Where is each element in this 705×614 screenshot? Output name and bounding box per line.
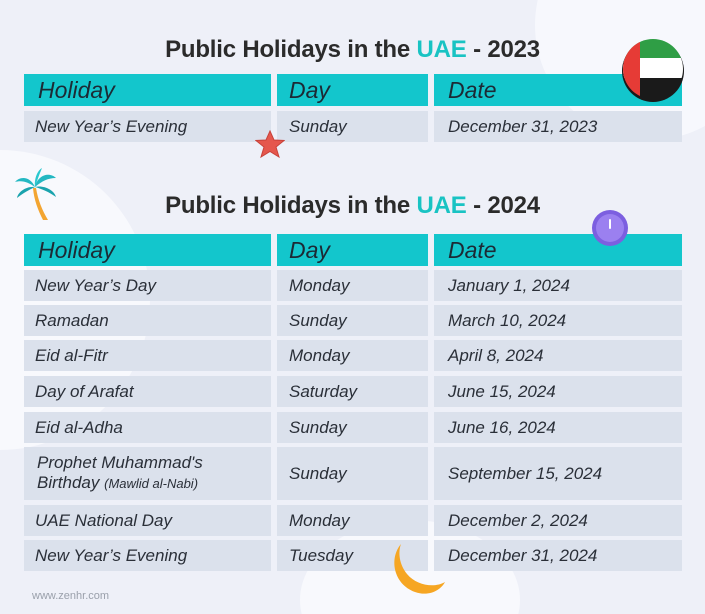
holiday-day: Tuesday	[277, 540, 428, 571]
holiday-day: Sunday	[277, 447, 428, 500]
title-2023	[0, 36, 705, 64]
title-prefix: Public Holidays in the	[165, 192, 411, 219]
header-day: Day	[277, 74, 428, 106]
holiday-name: New Year’s Day	[24, 270, 271, 301]
palm-tree-icon	[12, 166, 60, 222]
uae-flag-icon	[620, 36, 686, 102]
table-header-2023	[24, 74, 682, 106]
table-row	[24, 412, 682, 443]
clock-icon	[590, 208, 630, 248]
holiday-name: Eid al-Fitr	[24, 340, 271, 371]
table-row	[24, 270, 682, 301]
holiday-day: Saturday	[277, 376, 428, 407]
holiday-day: Monday	[277, 340, 428, 371]
holiday-name: UAE National Day	[24, 505, 271, 536]
table-header-2024	[24, 234, 682, 266]
holiday-name	[24, 447, 271, 500]
title-suffix: - 2024	[473, 192, 540, 219]
holiday-date: January 1, 2024	[434, 270, 682, 301]
holiday-name: Eid al-Adha	[24, 412, 271, 443]
table-row	[24, 340, 682, 371]
holiday-day: Sunday	[277, 412, 428, 443]
holiday-day: Monday	[277, 505, 428, 536]
holiday-date: December 31, 2023	[434, 111, 682, 142]
holiday-name: New Year’s Evening	[24, 111, 271, 142]
table-row	[24, 305, 682, 336]
header-holiday: Holiday	[24, 234, 271, 266]
holiday-name-line1: Prophet Muhammad's	[37, 453, 203, 472]
holiday-date: September 15, 2024	[434, 447, 682, 500]
table-row	[24, 447, 682, 500]
holiday-day: Sunday	[277, 111, 428, 142]
header-date: Date	[434, 74, 682, 106]
title-suffix: - 2023	[473, 36, 540, 63]
holiday-date: December 2, 2024	[434, 505, 682, 536]
holiday-day: Sunday	[277, 305, 428, 336]
holiday-day: Monday	[277, 270, 428, 301]
holiday-date: December 31, 2024	[434, 540, 682, 571]
table-row	[24, 376, 682, 407]
title-prefix: Public Holidays in the	[165, 36, 411, 63]
star-icon	[255, 130, 285, 158]
table-row	[24, 540, 682, 571]
crescent-moon-icon	[387, 540, 449, 600]
holiday-date: April 8, 2024	[434, 340, 682, 371]
title-highlight: UAE	[416, 192, 467, 219]
holiday-date: March 10, 2024	[434, 305, 682, 336]
holiday-note: (Mawlid al-Nabi)	[104, 476, 199, 491]
holiday-name: New Year’s Evening	[24, 540, 271, 571]
header-day: Day	[277, 234, 428, 266]
header-holiday: Holiday	[24, 74, 271, 106]
holiday-name: Day of Arafat	[24, 376, 271, 407]
holiday-name: Ramadan	[24, 305, 271, 336]
holiday-date: June 15, 2024	[434, 376, 682, 407]
holiday-name-birthday: Birthday	[37, 473, 100, 492]
table-row	[24, 111, 682, 142]
title-highlight: UAE	[416, 36, 467, 63]
holiday-date: June 16, 2024	[434, 412, 682, 443]
header-date: Date	[434, 234, 682, 266]
table-row	[24, 505, 682, 536]
footer-url: www.zenhr.com	[32, 590, 110, 602]
holiday-name-line2	[37, 473, 198, 494]
